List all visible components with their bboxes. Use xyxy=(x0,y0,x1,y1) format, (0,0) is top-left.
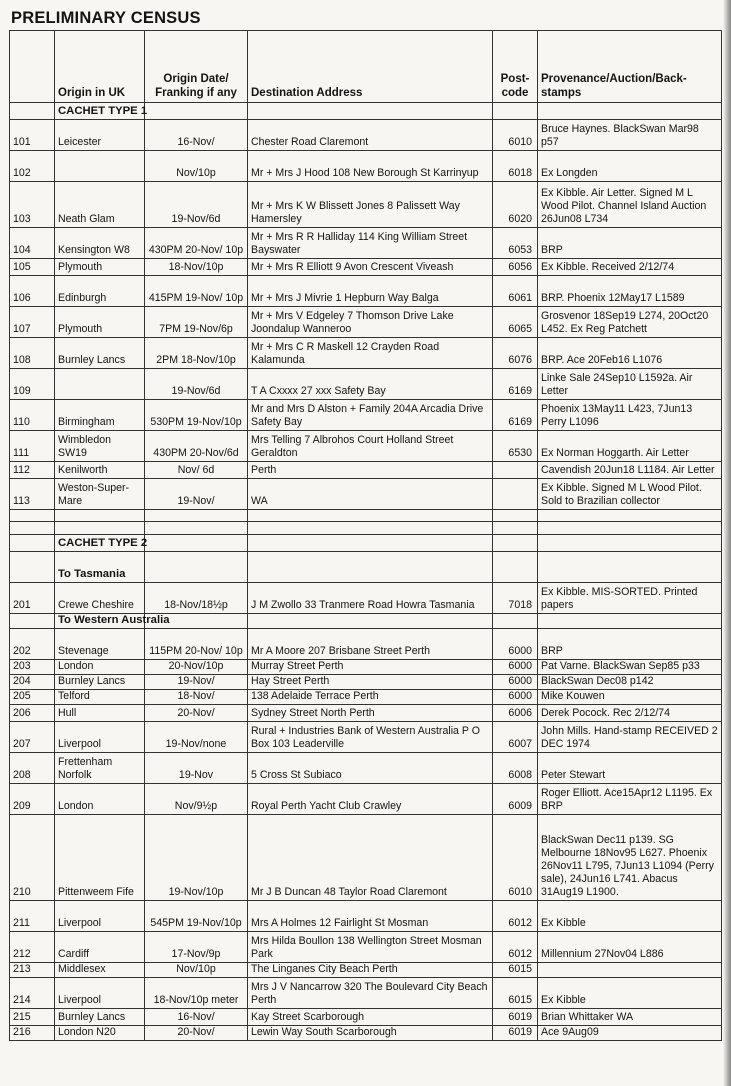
table-row xyxy=(10,901,722,932)
postcode-cell: 6018 xyxy=(493,151,538,182)
postcode-cell xyxy=(493,462,538,479)
destination-cell: WA xyxy=(248,479,493,510)
header-destination: Destination Address xyxy=(248,31,493,103)
destination-cell: Perth xyxy=(248,462,493,479)
row-number: 104 xyxy=(10,228,55,259)
destination-cell: Mr + Mrs J Mivrie 1 Hepburn Way Balga xyxy=(248,276,493,307)
row-number: 212 xyxy=(10,932,55,963)
empty-cell xyxy=(10,614,55,629)
destination-cell: 138 Adelaide Terrace Perth xyxy=(248,690,493,705)
destination-cell: Mr + Mrs K W Blissett Jones 8 Palissett Way Hamersley xyxy=(248,182,493,228)
table-row xyxy=(10,338,722,369)
row-number: 101 xyxy=(10,120,55,151)
empty-cell xyxy=(145,535,248,552)
empty-cell xyxy=(248,522,493,535)
row-number: 109 xyxy=(10,369,55,400)
census-page xyxy=(9,6,721,1041)
destination-cell: Mrs Telling 7 Albrohos Court Holland Street Geraldton xyxy=(248,431,493,462)
postcode-cell: 6009 xyxy=(493,784,538,815)
provenance-cell: Ex Longden xyxy=(538,151,722,182)
origin-cell xyxy=(55,151,145,182)
postcode-cell: 6000 xyxy=(493,690,538,705)
date-cell: 20-Nov/ xyxy=(145,1026,248,1041)
origin-cell: Weston-Super-Mare xyxy=(55,479,145,510)
postcode-cell: 6169 xyxy=(493,369,538,400)
row-number: 108 xyxy=(10,338,55,369)
row-number: 210 xyxy=(10,815,55,901)
provenance-cell: Pat Varne. BlackSwan Sep85 p33 xyxy=(538,660,722,675)
date-cell: Nov/9½p xyxy=(145,784,248,815)
date-cell: 545PM 19-Nov/10p xyxy=(145,901,248,932)
empty-cell xyxy=(145,103,248,120)
provenance-cell: Ex Kibble. Signed M L Wood Pilot. Sold to Brazilian collector xyxy=(538,479,722,510)
table-row xyxy=(10,479,722,510)
postcode-cell: 6053 xyxy=(493,228,538,259)
date-cell: 415PM 19-Nov/ 10p xyxy=(145,276,248,307)
date-cell: 19-Nov/6d xyxy=(145,182,248,228)
date-cell: 16-Nov/ xyxy=(145,120,248,151)
empty-cell xyxy=(493,522,538,535)
date-cell: 19-Nov/ xyxy=(145,675,248,690)
row-number: 103 xyxy=(10,182,55,228)
table-row xyxy=(10,182,722,228)
destination-cell: J M Zwollo 33 Tranmere Road Howra Tasmania xyxy=(248,583,493,614)
empty-cell xyxy=(145,552,248,583)
provenance-cell: BRP xyxy=(538,629,722,660)
empty-cell xyxy=(538,535,722,552)
postcode-cell: 6000 xyxy=(493,675,538,690)
section-row xyxy=(10,535,722,552)
origin-cell: Burnley Lancs xyxy=(55,338,145,369)
empty-cell xyxy=(538,552,722,583)
table-row xyxy=(10,1026,722,1041)
subsection-row xyxy=(10,552,722,583)
date-cell: 19-Nov/none xyxy=(145,722,248,753)
row-number: 211 xyxy=(10,901,55,932)
empty-cell xyxy=(248,535,493,552)
row-number: 202 xyxy=(10,629,55,660)
spacer-row xyxy=(10,510,722,522)
table-row xyxy=(10,151,722,182)
postcode-cell xyxy=(493,479,538,510)
empty-cell xyxy=(493,510,538,522)
table-row xyxy=(10,978,722,1009)
row-number: 206 xyxy=(10,705,55,722)
row-number: 105 xyxy=(10,259,55,276)
provenance-cell: BRP. Ace 20Feb16 L1076 xyxy=(538,338,722,369)
date-cell: 19-Nov xyxy=(145,753,248,784)
table-row xyxy=(10,307,722,338)
origin-cell: Telford xyxy=(55,690,145,705)
table-row xyxy=(10,431,722,462)
table-row xyxy=(10,753,722,784)
table-row xyxy=(10,583,722,614)
row-number: 110 xyxy=(10,400,55,431)
provenance-cell: Ex Kibble. Received 2/12/74 xyxy=(538,259,722,276)
header-origin: Origin in UK xyxy=(55,31,145,103)
section-row xyxy=(10,103,722,120)
provenance-cell: Ex Kibble xyxy=(538,901,722,932)
origin-cell: Plymouth xyxy=(55,307,145,338)
table-row xyxy=(10,276,722,307)
origin-cell: Edinburgh xyxy=(55,276,145,307)
postcode-cell: 6008 xyxy=(493,753,538,784)
date-cell: 19-Nov/6d xyxy=(145,369,248,400)
provenance-cell: Mike Kouwen xyxy=(538,690,722,705)
provenance-cell: BlackSwan Dec08 p142 xyxy=(538,675,722,690)
provenance-cell: Ace 9Aug09 xyxy=(538,1026,722,1041)
empty-cell xyxy=(248,552,493,583)
destination-cell: Chester Road Claremont xyxy=(248,120,493,151)
destination-cell: Kay Street Scarborough xyxy=(248,1009,493,1026)
spacer-row xyxy=(10,522,722,535)
table-row xyxy=(10,932,722,963)
empty-cell xyxy=(493,614,538,629)
origin-cell: Neath Glam xyxy=(55,182,145,228)
date-cell: 430PM 20-Nov/ 10p xyxy=(145,228,248,259)
destination-cell: Hay Street Perth xyxy=(248,675,493,690)
origin-cell: Crewe Cheshire xyxy=(55,583,145,614)
postcode-cell: 6000 xyxy=(493,629,538,660)
table-row xyxy=(10,369,722,400)
provenance-cell: Phoenix 13May11 L423, 7Jun13 Perry L1096 xyxy=(538,400,722,431)
postcode-cell: 6065 xyxy=(493,307,538,338)
table-row xyxy=(10,675,722,690)
date-cell: 18-Nov/18½p xyxy=(145,583,248,614)
date-cell: 19-Nov/ xyxy=(145,479,248,510)
table-row xyxy=(10,815,722,901)
postcode-cell: 6076 xyxy=(493,338,538,369)
destination-cell: Rural + Industries Bank of Western Australia P O Box 103 Leaderville xyxy=(248,722,493,753)
destination-cell: Mr + Mrs J Hood 108 New Borough St Karrinyup xyxy=(248,151,493,182)
origin-cell: Leicester xyxy=(55,120,145,151)
row-number: 208 xyxy=(10,753,55,784)
subsection-label: To Tasmania xyxy=(55,552,145,583)
date-cell: 430PM 20-Nov/6d xyxy=(145,431,248,462)
origin-cell: Pittenweem Fife xyxy=(55,815,145,901)
postcode-cell: 6061 xyxy=(493,276,538,307)
section-label: CACHET TYPE 1 xyxy=(55,103,145,120)
table-row xyxy=(10,400,722,431)
table-row xyxy=(10,259,722,276)
table-row xyxy=(10,722,722,753)
page-edge-shadow xyxy=(723,0,731,1086)
origin-cell: Liverpool xyxy=(55,901,145,932)
table-row xyxy=(10,705,722,722)
provenance-cell: John Mills. Hand-stamp RECEIVED 2 DEC 1974 xyxy=(538,722,722,753)
date-cell: Nov/10p xyxy=(145,963,248,978)
date-cell: 530PM 19-Nov/10p xyxy=(145,400,248,431)
row-number: 214 xyxy=(10,978,55,1009)
postcode-cell: 6019 xyxy=(493,1009,538,1026)
empty-cell xyxy=(10,535,55,552)
row-number: 112 xyxy=(10,462,55,479)
destination-cell: Mr A Moore 207 Brisbane Street Perth xyxy=(248,629,493,660)
date-cell: 18-Nov/10p xyxy=(145,259,248,276)
provenance-cell: Bruce Haynes. BlackSwan Mar98 p57 xyxy=(538,120,722,151)
empty-cell xyxy=(10,510,55,522)
date-cell: 20-Nov/ xyxy=(145,705,248,722)
origin-cell: Liverpool xyxy=(55,722,145,753)
destination-cell: The Linganes City Beach Perth xyxy=(248,963,493,978)
origin-cell: Middlesex xyxy=(55,963,145,978)
provenance-cell: Cavendish 20Jun18 L1184. Air Letter xyxy=(538,462,722,479)
postcode-cell: 6010 xyxy=(493,120,538,151)
origin-cell: Hull xyxy=(55,705,145,722)
empty-cell xyxy=(55,522,145,535)
origin-cell: Birmingham xyxy=(55,400,145,431)
origin-cell: Plymouth xyxy=(55,259,145,276)
postcode-cell: 6530 xyxy=(493,431,538,462)
empty-cell xyxy=(145,522,248,535)
empty-cell xyxy=(493,552,538,583)
empty-cell xyxy=(493,103,538,120)
provenance-cell: Ex Kibble. MIS-SORTED. Printed papers xyxy=(538,583,722,614)
table-row xyxy=(10,784,722,815)
postcode-cell: 6015 xyxy=(493,978,538,1009)
origin-cell: Burnley Lancs xyxy=(55,675,145,690)
postcode-cell: 6000 xyxy=(493,660,538,675)
date-cell: 17-Nov/9p xyxy=(145,932,248,963)
row-number: 207 xyxy=(10,722,55,753)
header-row xyxy=(10,31,722,103)
destination-cell: Mr + Mrs V Edgeley 7 Thomson Drive Lake Joondalup Wanneroo xyxy=(248,307,493,338)
provenance-cell: Linke Sale 24Sep10 L1592a. Air Letter xyxy=(538,369,722,400)
origin-cell: Kensington W8 xyxy=(55,228,145,259)
provenance-cell: Roger Elliott. Ace15Apr12 L1195. Ex BRP xyxy=(538,784,722,815)
provenance-cell: Peter Stewart xyxy=(538,753,722,784)
destination-cell: Mr and Mrs D Alston + Family 204A Arcadia Drive Safety Bay xyxy=(248,400,493,431)
provenance-cell: Derek Pocock. Rec 2/12/74 xyxy=(538,705,722,722)
origin-cell: London xyxy=(55,784,145,815)
provenance-cell: Brian Whittaker WA xyxy=(538,1009,722,1026)
postcode-cell: 6012 xyxy=(493,901,538,932)
empty-cell xyxy=(145,510,248,522)
empty-cell xyxy=(538,614,722,629)
origin-cell xyxy=(55,369,145,400)
census-table xyxy=(9,30,722,1041)
table-row xyxy=(10,660,722,675)
table-row xyxy=(10,462,722,479)
date-cell: 16-Nov/ xyxy=(145,1009,248,1026)
row-number: 107 xyxy=(10,307,55,338)
provenance-cell: BRP. Phoenix 12May17 L1589 xyxy=(538,276,722,307)
row-number: 203 xyxy=(10,660,55,675)
row-number: 209 xyxy=(10,784,55,815)
origin-cell: London N20 xyxy=(55,1026,145,1041)
empty-cell xyxy=(248,614,493,629)
empty-cell xyxy=(538,522,722,535)
table-row xyxy=(10,120,722,151)
table-row xyxy=(10,629,722,660)
empty-cell xyxy=(55,510,145,522)
postcode-cell: 6015 xyxy=(493,963,538,978)
provenance-cell: Grosvenor 18Sep19 L274, 20Oct20 L452. Ex Reg Patchett xyxy=(538,307,722,338)
empty-cell xyxy=(248,103,493,120)
destination-cell: Lewin Way South Scarborough xyxy=(248,1026,493,1041)
postcode-cell: 6010 xyxy=(493,815,538,901)
table-row xyxy=(10,1009,722,1026)
empty-cell xyxy=(538,510,722,522)
postcode-cell: 6006 xyxy=(493,705,538,722)
empty-cell xyxy=(10,522,55,535)
provenance-cell xyxy=(538,963,722,978)
provenance-cell: Millennium 27Nov04 L886 xyxy=(538,932,722,963)
header-postcode: Post-code xyxy=(493,31,538,103)
destination-cell: T A Cxxxx 27 xxx Safety Bay xyxy=(248,369,493,400)
section-row xyxy=(10,614,722,629)
origin-cell: Frettenham Norfolk xyxy=(55,753,145,784)
table-row xyxy=(10,228,722,259)
destination-cell: Royal Perth Yacht Club Crawley xyxy=(248,784,493,815)
census-body xyxy=(10,103,722,1041)
section-label: CACHET TYPE 2 xyxy=(55,535,145,552)
postcode-cell: 6056 xyxy=(493,259,538,276)
origin-cell: Wimbledon SW19 xyxy=(55,431,145,462)
origin-cell: Cardiff xyxy=(55,932,145,963)
origin-cell: London xyxy=(55,660,145,675)
destination-cell: Mrs Hilda Boullon 138 Wellington Street Mosman Park xyxy=(248,932,493,963)
empty-cell xyxy=(248,510,493,522)
destination-cell: Mrs A Holmes 12 Fairlight St Mosman xyxy=(248,901,493,932)
row-number: 204 xyxy=(10,675,55,690)
date-cell: 115PM 20-Nov/ 10p xyxy=(145,629,248,660)
row-number: 216 xyxy=(10,1026,55,1041)
postcode-cell: 6007 xyxy=(493,722,538,753)
table-row xyxy=(10,963,722,978)
row-number: 205 xyxy=(10,690,55,705)
row-number: 201 xyxy=(10,583,55,614)
origin-cell: Stevenage xyxy=(55,629,145,660)
postcode-cell: 6019 xyxy=(493,1026,538,1041)
provenance-cell: Ex Norman Hoggarth. Air Letter xyxy=(538,431,722,462)
date-cell: Nov/10p xyxy=(145,151,248,182)
origin-cell: Liverpool xyxy=(55,978,145,1009)
section-label: To Western Australia xyxy=(55,614,145,629)
destination-cell: Mr J B Duncan 48 Taylor Road Claremont xyxy=(248,815,493,901)
header-provenance: Provenance/Auction/Back-stamps xyxy=(538,31,722,103)
destination-cell: Mr + Mrs R R Halliday 114 King William Street Bayswater xyxy=(248,228,493,259)
row-number: 106 xyxy=(10,276,55,307)
row-number: 215 xyxy=(10,1009,55,1026)
postcode-cell: 6012 xyxy=(493,932,538,963)
provenance-cell: BRP xyxy=(538,228,722,259)
row-number: 102 xyxy=(10,151,55,182)
date-cell: 18-Nov/ xyxy=(145,690,248,705)
destination-cell: Sydney Street North Perth xyxy=(248,705,493,722)
provenance-cell: BlackSwan Dec11 p139. SG Melbourne 18Nov95 L627. Phoenix 26Nov11 L795, 7Jun13 L1094 (Perry sale), 24Jun16 L741. Abacus 31Aug19 L1900. xyxy=(538,815,722,901)
destination-cell: Murray Street Perth xyxy=(248,660,493,675)
empty-cell xyxy=(538,103,722,120)
origin-cell: Kenilworth xyxy=(55,462,145,479)
header-num xyxy=(10,31,55,103)
row-number: 213 xyxy=(10,963,55,978)
destination-cell: 5 Cross St Subiaco xyxy=(248,753,493,784)
origin-cell: Burnley Lancs xyxy=(55,1009,145,1026)
row-number: 111 xyxy=(10,431,55,462)
empty-cell xyxy=(10,103,55,120)
empty-cell xyxy=(10,552,55,583)
page-title: PRELIMINARY CENSUS xyxy=(11,9,201,27)
destination-cell: Mr + Mrs R Elliott 9 Avon Crescent Viveash xyxy=(248,259,493,276)
postcode-cell: 6020 xyxy=(493,182,538,228)
destination-cell: Mr + Mrs C R Maskell 12 Crayden Road Kalamunda xyxy=(248,338,493,369)
date-cell: 20-Nov/10p xyxy=(145,660,248,675)
date-cell: 2PM 18-Nov/10p xyxy=(145,338,248,369)
date-cell: Nov/ 6d xyxy=(145,462,248,479)
provenance-cell: Ex Kibble. Air Letter. Signed M L Wood Pilot. Channel Island Auction 26Jun08 L734 xyxy=(538,182,722,228)
date-cell: 19-Nov/10p xyxy=(145,815,248,901)
row-number: 113 xyxy=(10,479,55,510)
destination-cell: Mrs J V Nancarrow 320 The Boulevard City Beach Perth xyxy=(248,978,493,1009)
date-cell: 7PM 19-Nov/6p xyxy=(145,307,248,338)
postcode-cell: 7018 xyxy=(493,583,538,614)
provenance-cell: Ex Kibble xyxy=(538,978,722,1009)
date-cell: 18-Nov/10p meter xyxy=(145,978,248,1009)
postcode-cell: 6169 xyxy=(493,400,538,431)
table-row xyxy=(10,690,722,705)
header-date: Origin Date/ Franking if any xyxy=(145,31,248,103)
empty-cell xyxy=(493,535,538,552)
